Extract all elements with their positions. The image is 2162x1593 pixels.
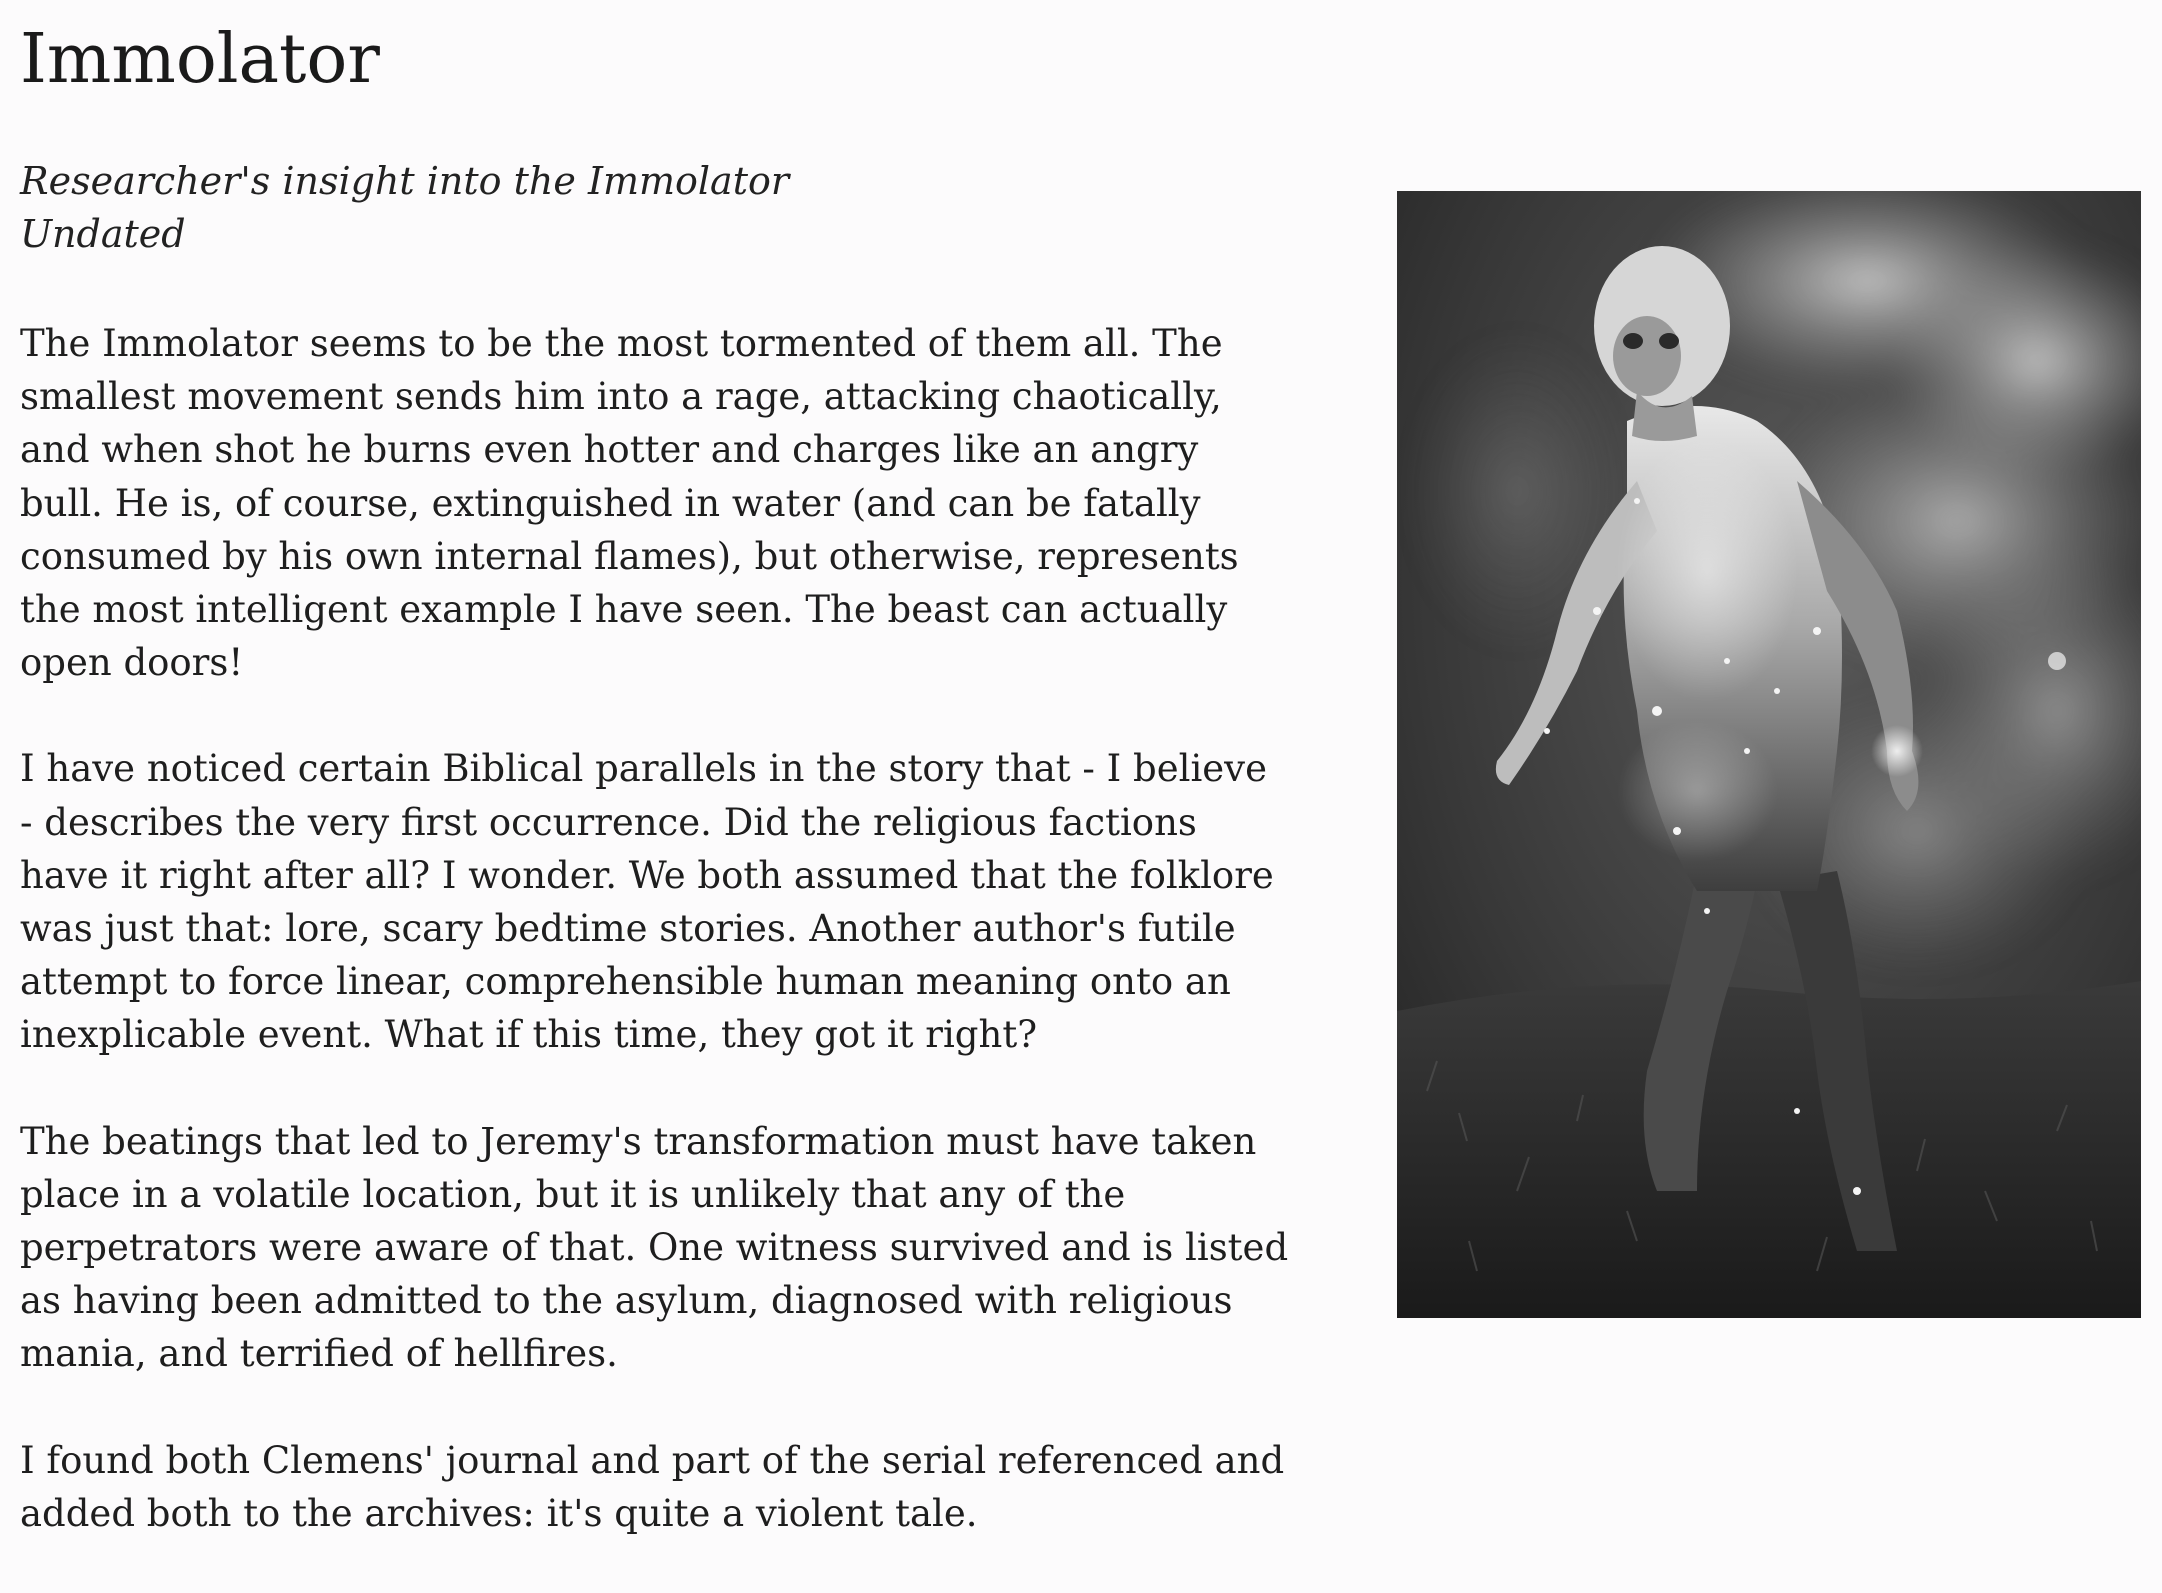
paragraph-1: The Immolator seems to be the most tormented of them all. The smallest movement sends him into a rage, attacking chaotically, and when shot he burns even hotter and charges like an angry bull. He is, of course, extinguished in water (and can be fatally consumed by his own internal flames), but otherwise, represents the most intelligent example I have seen. The beast can actually open doors!: [20, 322, 1239, 685]
page-title: Immolator: [20, 20, 380, 99]
subtitle-date: Undated: [20, 212, 186, 256]
paragraph-4: I found both Clemens' journal and part of the serial referenced and added both to the archives: it's quite a violent tale.: [20, 1438, 1285, 1535]
immolator-photo: [1397, 191, 2141, 1318]
document-body: [20, 317, 1290, 1593]
immolator-illustration: [1397, 191, 2141, 1318]
subtitle-heading: Researcher's insight into the Immolator: [20, 159, 790, 203]
paragraph-3: The beatings that led to Jeremy's transformation must have taken place in a volatile location, but it is unlikely that any of the perpetrators were aware of that. One witness survived and is listed as having been admitted to the asylum, diagnosed with religious mania, and terrified of hellfires.: [20, 1119, 1289, 1376]
document-subtitle: [20, 155, 1220, 261]
paragraph-2: I have noticed certain Biblical parallels in the story that - I believe - describes the very first occurrence. Did the religious factions have it right after all? I wonder. We both assumed that the folklore was just that: lore, scary bedtime stories. Another author's futile attempt to force linear, comprehensible human meaning onto an inexplicable event. What if this time, they got it right?: [20, 747, 1274, 1057]
